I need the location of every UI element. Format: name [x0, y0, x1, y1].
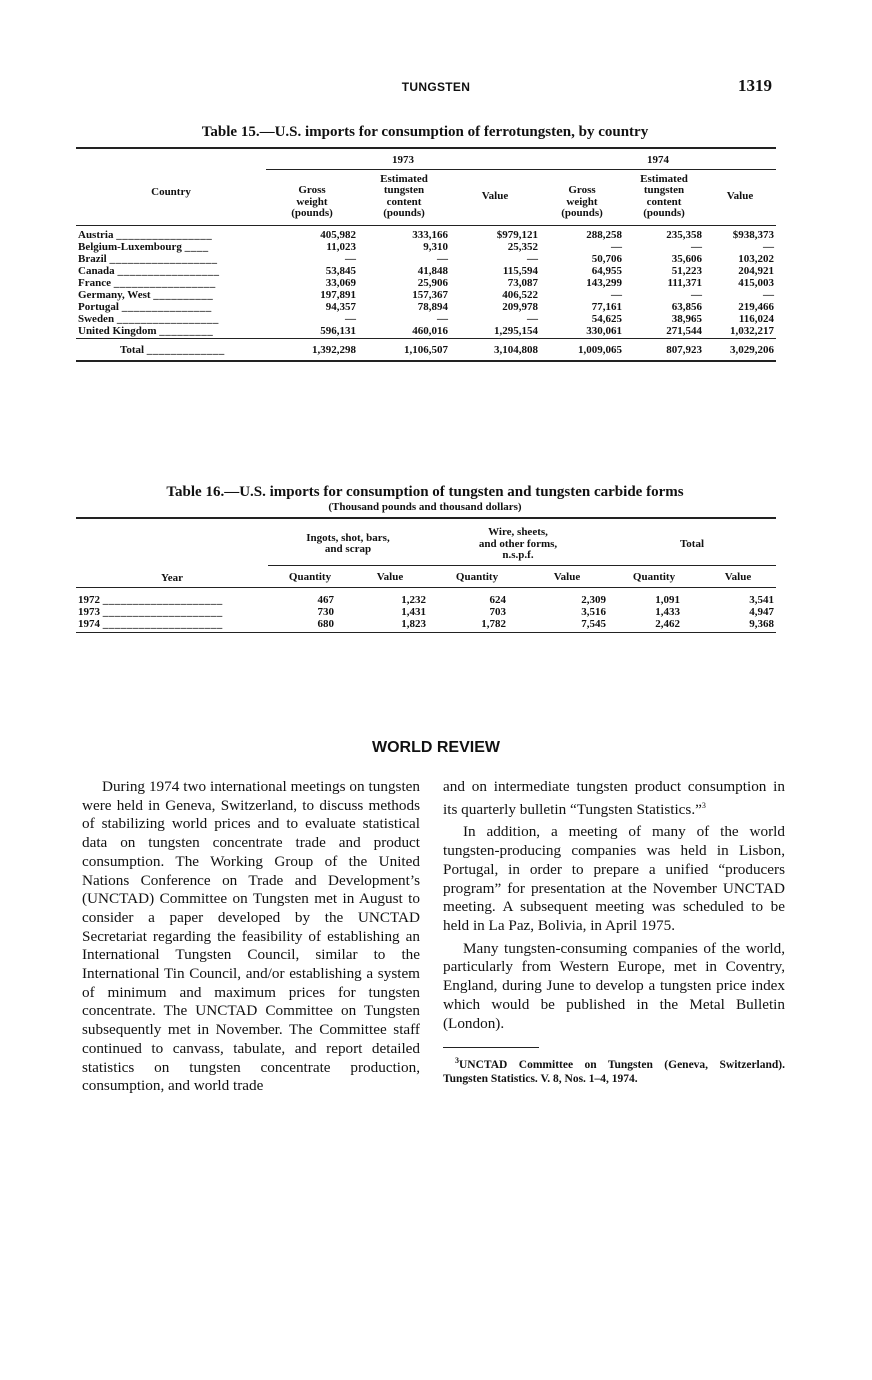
- footnote: $^3$UNCTAD Committee on Tungsten (Geneva, Switzerland). Tungsten Statistics. V. 8, Nos. 1–4, 1974.: [443, 1056, 785, 1085]
- table16-title: Table 16.—U.S. imports for consumption of tungsten and tungsten carbide forms: [166, 484, 684, 500]
- quantity-header: Quantity: [288, 570, 332, 583]
- table-row: 1972 ____________________ 467 1,232 624 2,309 1,091 3,541: [78, 593, 774, 606]
- table-row: 1973 ____________________ 730 1,431 703 3,516 1,433 4,947: [78, 605, 774, 618]
- value-header: Value: [553, 570, 581, 583]
- year-header: Year: [76, 518, 268, 588]
- table-row: Canada _________________ 53,845 41,848 115,594 64,955 51,223 204,921: [78, 265, 774, 278]
- group-total-header: Total: [608, 518, 776, 565]
- table-row: Belgium-Luxembourg ____ 11,023 9,310 25,352 — — —: [78, 241, 774, 254]
- quantity-header: Quantity: [455, 570, 499, 583]
- table15-title: Table 15.—U.S. imports for consumption of ferrotungsten, by country: [201, 124, 649, 140]
- table16-subtitle: (Thousand pounds and thousand dollars): [328, 501, 522, 513]
- estimated-content-header: Estimated tungsten content (pounds): [640, 172, 688, 220]
- country-header: Country: [76, 148, 266, 225]
- section-title: WORLD REVIEW: [372, 739, 500, 756]
- group-wire-header: Wire, sheets, and other forms, n.s.p.f.: [428, 518, 608, 565]
- table-row: Sweden _________________ — — — 54,625 38,965 116,024: [78, 313, 774, 326]
- table-row: Portugal _______________ 94,357 78,894 209,978 77,161 63,856 219,466: [78, 301, 774, 314]
- paragraph: and on intermediate tungsten product consumption in its quarterly bulletin “Tungsten Statistics.”$^3$: [443, 778, 785, 818]
- value-header: Value: [481, 189, 509, 202]
- footnote-ref: 3: [701, 800, 706, 810]
- table15: [76, 147, 776, 362]
- gross-weight-header: Gross weight (pounds): [561, 184, 603, 220]
- value-header: Value: [724, 570, 752, 583]
- gross-weight-header: Gross weight (pounds): [291, 184, 333, 220]
- paragraph: In addition, a meeting of many of the world tungsten-producing companies was held in Lisbon, Portugal, in order to prepare a unified “producers program” for presentation at the November UNCTAD meeting. A subsequent meeting was scheduled to be held in La Paz, Bolivia, in April 1975.: [443, 823, 785, 934]
- estimated-content-header: Estimated tungsten content (pounds): [380, 172, 428, 220]
- value-header: Value: [726, 189, 754, 202]
- year-1973-header: 1973: [266, 148, 540, 169]
- table-row: Germany, West __________ 197,891 157,367 406,522 — — —: [78, 289, 774, 302]
- paragraph: During 1974 two international meetings on tungsten were held in Geneva, Switzerland, to discuss methods of stabilizing world prices and to evaluate statistical data on tungsten concentrate trade and product consumption. The Working Group of the United Nations Conference on Trade and Development’s (UNCTAD) Committee on Tungsten met in August to consider a paper developed by the UNCTAD Secretariat regarding the feasibility of establishing an International Tungsten Council, similar to the International Tin Council, and/or establishing a system of minimum and maximum prices for tungsten concentrate. The UNCTAD Committee on Tungsten subsequently met in November. The Committee staff continued to canvass, tabulate, and report detailed statistics on tungsten concentrate production, consumption, and world trade: [82, 778, 420, 1095]
- group-ingots-header: Ingots, shot, bars, and scrap: [268, 518, 428, 565]
- quantity-header: Quantity: [632, 570, 676, 583]
- running-header-title: TUNGSTEN: [401, 80, 471, 94]
- table-row: 1974 ____________________ 680 1,823 1,782 7,545 2,462 9,368: [76, 618, 776, 633]
- table-row: Austria ________________ 405,982 333,166 $979,121 288,258 235,358 $938,373: [78, 229, 774, 242]
- page-number: 1319: [738, 76, 772, 95]
- value-header: Value: [376, 570, 404, 583]
- total-row: Total _____________ 1,392,298 1,106,507 3,104,808 1,009,065 807,923 3,029,206: [76, 338, 776, 361]
- table-row: France _________________ 33,069 25,906 73,087 143,299 111,371 415,003: [78, 277, 774, 290]
- paragraph: Many tungsten-consuming companies of the world, particularly from Western Europe, met in Coventry, England, during June to develop a tungsten price index which would be published in the Metal Bulletin (London).: [443, 939, 785, 1032]
- table-row: Brazil __________________ — — — 50,706 35,606 103,202: [78, 253, 774, 266]
- right-column: [443, 778, 785, 1086]
- table-row: United Kingdom _________ 596,131 460,016 1,295,154 330,061 271,544 1,032,217: [78, 325, 774, 338]
- year-1974-header: 1974: [540, 148, 776, 169]
- footnote-divider: [443, 1047, 539, 1048]
- left-column: [82, 778, 420, 1096]
- table16: [76, 517, 776, 633]
